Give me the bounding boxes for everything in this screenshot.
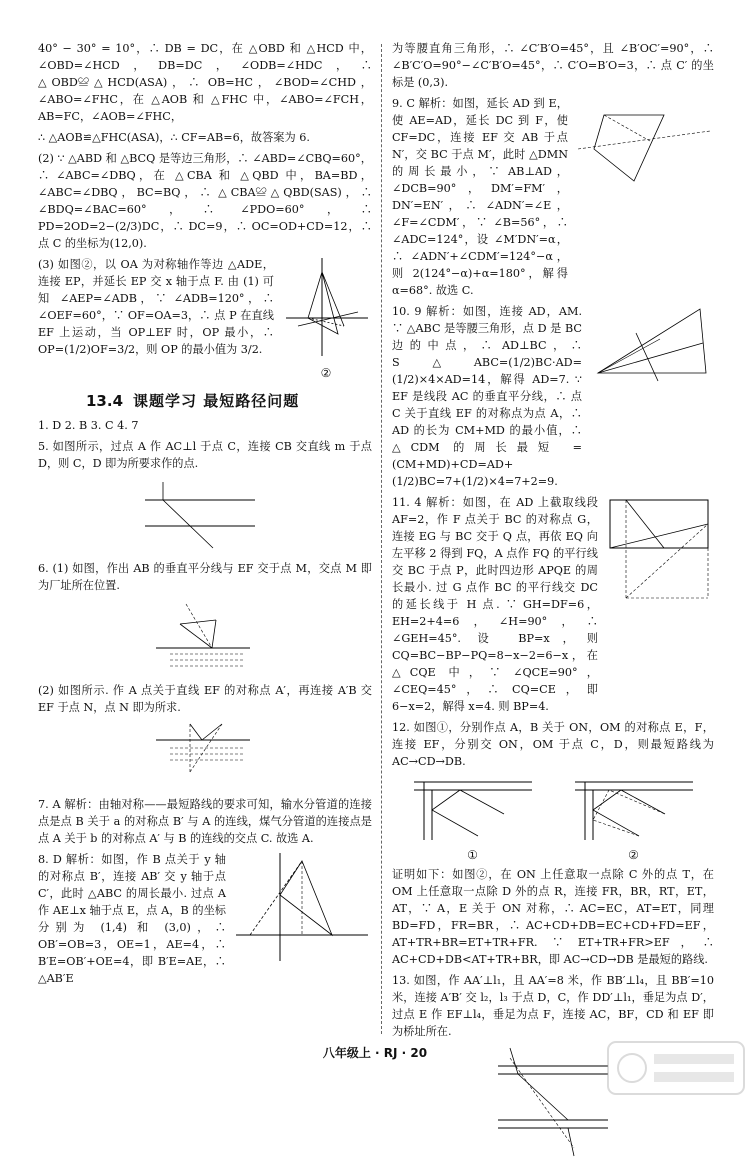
- page-footer: 八年级上 · RJ · 20: [322, 1046, 428, 1060]
- coordinate-figure-2: [280, 256, 372, 380]
- solution-paragraph: 9. C 解析：如图，延长 AD 到 E，使 AE=AD，延长 DC 到 F，使 CF=DC，连接 EF 交 AB 于点 N′，交 BC 于点 M′，此时 △DMN 的周长最小，∵ AB⊥AD，∠DCB=90°，DM′=FM′，DN′=EN′，∴ ∠ADN′=∠E，∠F=∠CDM′，∵ ∠B=56°，∴ ∠ADC=124°，设 ∠M′DN′=α，∴ ∠ADN′+∠CDM′=124°−α，则 2(124°−α)+α=180°，解得 α=68°. 故选 C.: [392, 97, 568, 297]
- solution-paragraph: 12. 如图①，分别作点 A，B 关于 ON，OM 的对称点 E，F，连接 EF，分别交 ON，OM 于点 C，D，则最短路线为 AC→CD→DB.: [392, 721, 714, 768]
- solution-paragraph: 证明如下：如图②，在 ON 上任意取一点除 C 外的点 T，在 OM 上任意取一点除 D 外的点 R，连接 FR，BR，RT，ET，AT，∵ A，E 关于 ON 对称，∴ AC=EC，AT=ET，同理 BD=FD，FR=BR，∴ AC+CD+DB=EC+CD+FD=EF，AT+TR+BR=ET+TR+FR. ∵ ET+TR+FR>EF，∴ AC+CD+DB<AT+TR+BR，即 AC→CD→DB 是最短的路线.: [392, 868, 714, 966]
- solution-paragraph: 13. 如图，作 AA′⊥l₁，且 AA′=8 米，作 BB′⊥l₄，且 BB′=10 米，连接 A′B′ 交 l₂，l₃ 于点 D，C，作 DD′⊥l₁，垂足为点 D′，过点 E 作 EF⊥l₄，垂足为点 F，连接 AC，BF，CD 和 EF 即为桥址所在.: [392, 974, 714, 1038]
- figure-label: ②: [628, 848, 639, 862]
- figure-label: ①: [467, 848, 478, 862]
- solution-paragraph: 5. 如图所示，过点 A 作 AC⊥l 于点 C，连接 CB 交直线 m 于点 D，则 C，D 即为所要求作的点.: [38, 440, 372, 470]
- solution-paragraph: 8. D 解析：如图，作 B 点关于 y 轴的对称点 B′，连接 AB′ 交 y 轴于点 C′，此时 △ABC 的周长最小. 过点 A 作 AE⊥x 轴于点 E，点 A，B 的坐标分别为 (1,4) 和 (3,0)，∴ OB′=OB=3，OE=1，AE=4，∴ B′E=OB′+OE=4，即 B′E=AE，∴ △AB′E: [38, 853, 226, 985]
- figure-q12-2: [569, 774, 699, 862]
- figure-q13: [488, 1044, 618, 1160]
- column-divider: [381, 44, 382, 1034]
- solution-paragraph: 7. A 解析：由轴对称——最短路线的要求可知，输水分管道的连接点是点 B 关于 a 的对称点 B′ 与 A 的连线，煤气分管道的连接点是点 A 关于 b 的对称点 A′ 与 B 的连线的交点 C. 故选 A.: [38, 798, 372, 845]
- figure-q8: [232, 851, 372, 963]
- figure-q6-1: [150, 598, 260, 676]
- figures-q12: [392, 774, 714, 862]
- solution-paragraph: ∴ △AOB≌△FHC(ASA)，∴ CF=AB=6，故答案为 6.: [38, 131, 310, 144]
- solution-paragraph: 10. 9 解析：如图，连接 AD，AM. ∵ △ABC 是等腰三角形，点 D 是 BC 边的中点，∴ AD⊥BC，∴ S△ABC=(1/2)BC·AD=(1/2)×4×AD=14，解得 AD=7. ∵ EF 是线段 AC 的垂直平分线，∴ 点 C 关于直线 EF 的对称点为点 A，∴ AD 的长为 CM+MD 的最小值，∴ △CDM 的周长最短 =(CM+MD)+CD=AD+(1/2)BC=7+(1/2)×4=7+2=9.: [392, 305, 582, 488]
- solution-paragraph: 为等腰直角三角形，∴ ∠C′B′O=45°，且 ∠B′OC′=90°，∴ ∠B′C′O=90°−∠C′B′O=45°，∴ C′O=B′O=3，∴ 点 C′ 的坐标是 (0,3).: [392, 42, 714, 89]
- figure-label: ②: [320, 366, 332, 380]
- solution-paragraph: 11. 4 解析：如图，在 AD 上截取线段 AF=2，作 F 点关于 BC 的对称点 G，连接 EG 与 BC 交于 Q 点，再依 EQ 向左平移 2 得到 FQ，A 点作 FQ 的平行线交 BC 于点 P，此时四边形 APQE 的周长最小. 过 G 点作 BC 的平行线交 DC 的延长线于 H 点. ∵ GH=DF=6，EH=2+4=6，∠H=90°，∴ ∠GEH=45°. 设 BP=x，则 CQ=BC−BP−PQ=8−x−2=6−x，在 △CQE 中，∵ ∠QCE=90°，∠CEQ=45°，∴ CQ=CE，即 6−x=2，解得 x=4. 则 BP=4.: [392, 496, 598, 713]
- figure-q6-2: [150, 720, 260, 790]
- figure-q11: [604, 494, 714, 606]
- figure-q9: [574, 95, 714, 191]
- watermark-logo: [606, 1040, 746, 1096]
- right-column: [392, 40, 714, 1166]
- left-column: [38, 40, 372, 991]
- figure-q5: [135, 476, 275, 554]
- answer-line: 1. D 2. B 3. C 4. 7: [38, 419, 139, 432]
- section-number: 13.4: [86, 392, 124, 410]
- section-title: 课题学习 最短路径问题: [133, 392, 300, 410]
- solution-paragraph: (2) ∵ △ABD 和 △BCQ 是等边三角形，∴ ∠ABD=∠CBQ=60°，∴ ∠ABC=∠DBQ，在 △CBA 和 △QBD 中，BA=BD，∠ABC=∠DBQ，BC=BQ，∴ △CBA≌△QBD(SAS)，∴ ∠BDQ=∠BAC=60°，∴ ∠PDO=60°，∴ PD=2OD=2−(2/3)DC，∴ DC=9，∴ OC=OD+CD=12，∴ 点 C 的坐标为(12,0).: [38, 152, 372, 250]
- figure-q10: [588, 303, 714, 383]
- section-heading: [86, 390, 372, 411]
- solution-paragraph: (2) 如图所示. 作 A 点关于直线 EF 的对称点 A′，再连接 A′B 交 EF 于点 N，点 N 即为所求.: [38, 684, 372, 714]
- figure-q12-1: [408, 774, 538, 862]
- solution-paragraph: 40° − 30° = 10°，∴ DB = DC，在 △OBD 和 △HCD 中，∠OBD=∠HCD，DB=DC，∠ODB=∠HDC，∴ △OBD≌△HCD(ASA)，∴ OB=HC，∠BOD=∠CHD，∠ABO=∠FHC，在 △AOB 和 △FHC 中，∠ABO=∠FCH，AB=FC，∠AOB=∠FHC，: [38, 42, 372, 123]
- solution-paragraph: (3) 如图②，以 OA 为对称轴作等边 △ADE，连接 EP，并延长 EP 交 x 轴于点 F. 由 (1) 可知 ∠AEP=∠ADB，∵ ∠ADB=120°，∴ ∠OEF=60°，∵ OF=OA=3，∴ 点 P 在直线 EF 上运动，当 OP⊥EF 时，OP 最小，∴ OP=(1/2)OF=3/2，则 OP 的最小值为 3/2.: [38, 258, 274, 356]
- solution-paragraph: 6. (1) 如图，作出 AB 的垂直平分线与 EF 交于点 M，交点 M 即为厂址所在位置.: [38, 562, 372, 592]
